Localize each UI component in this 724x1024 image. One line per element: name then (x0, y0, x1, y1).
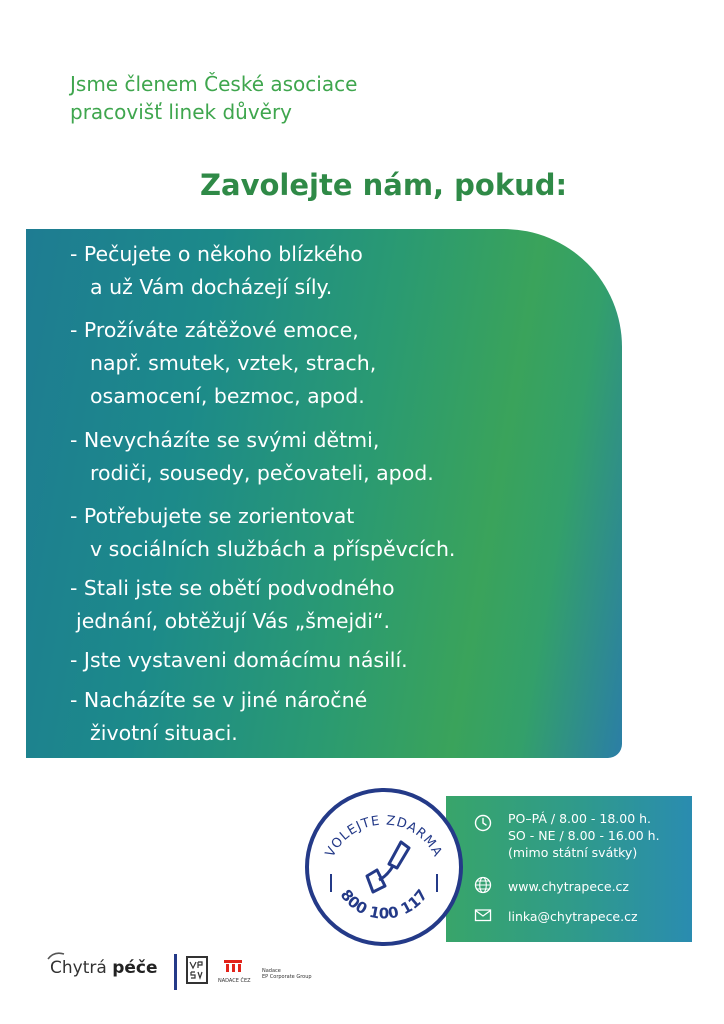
reason-line: - Stali jste se obětí podvodného (70, 576, 395, 600)
reason-item (70, 684, 367, 750)
nadace-ep-logo: Nadace EP Corporate Group (262, 968, 312, 980)
badge-phone-number[interactable]: 800 100 117 (336, 885, 432, 923)
reason-line: životní situaci. (90, 721, 238, 745)
reason-line: - Nevycházíte se svými dětmi, (70, 428, 380, 452)
website-link[interactable]: www.chytrapece.cz (508, 879, 629, 894)
reason-item (70, 572, 395, 638)
reason-item (70, 424, 434, 490)
reason-line: osamocení, bezmoc, apod. (90, 384, 365, 408)
reason-line: v sociálních službách a příspěvcích. (90, 537, 456, 561)
reason-item (70, 314, 376, 413)
nadace-cez-logo: NADACE ČEZ (218, 958, 258, 988)
reason-line: a už Vám docházejí síly. (90, 275, 333, 299)
reason-line: např. smutek, vztek, strach, (90, 351, 377, 375)
clock-icon (474, 814, 492, 832)
globe-icon (474, 876, 492, 894)
reason-item (70, 500, 455, 566)
reasons-panel (26, 229, 622, 758)
reason-item (70, 644, 408, 677)
contact-box (446, 796, 692, 942)
hours-weekday: PO–PÁ / 8.00 - 18.00 h. (508, 811, 652, 826)
headline: Zavolejte nám, pokud: (200, 168, 568, 202)
hours-note: (mimo státní svátky) (508, 845, 638, 860)
membership-line-1: Jsme členem České asociace (70, 72, 358, 96)
reason-line: - Jste vystaveni domácímu násilí. (70, 648, 408, 672)
reason-line: jednání, obtěžují Vás „šmejdi“. (76, 609, 391, 633)
email-link[interactable]: linka@chytrapece.cz (508, 909, 638, 924)
reason-line: - Prožíváte zátěžové emoce, (70, 318, 359, 342)
logo-divider (174, 954, 177, 990)
membership-line-2: pracovišť linek důvěry (70, 100, 293, 124)
free-call-badge (305, 788, 463, 946)
reason-item (70, 238, 363, 304)
membership-statement (70, 70, 357, 126)
mpsv-logo (186, 956, 208, 984)
phone-handset-icon (367, 842, 409, 892)
reason-line: - Pečujete o někoho blízkého (70, 242, 363, 266)
badge-graphic (309, 792, 459, 942)
chytra-pece-logo: Chytrá péče (50, 958, 158, 978)
reason-line: - Nacházíte se v jiné náročné (70, 688, 368, 712)
reason-line: rodiči, sousedy, pečovateli, apod. (90, 461, 434, 485)
cez-mark-icon (218, 958, 248, 974)
reason-line: - Potřebujete se zorientovat (70, 504, 355, 528)
badge-arc-text: VOLEJTE ZDARMA (322, 813, 446, 860)
hours-weekend: SO - NE / 8.00 - 16.00 h. (508, 828, 660, 843)
mail-icon (474, 906, 492, 924)
